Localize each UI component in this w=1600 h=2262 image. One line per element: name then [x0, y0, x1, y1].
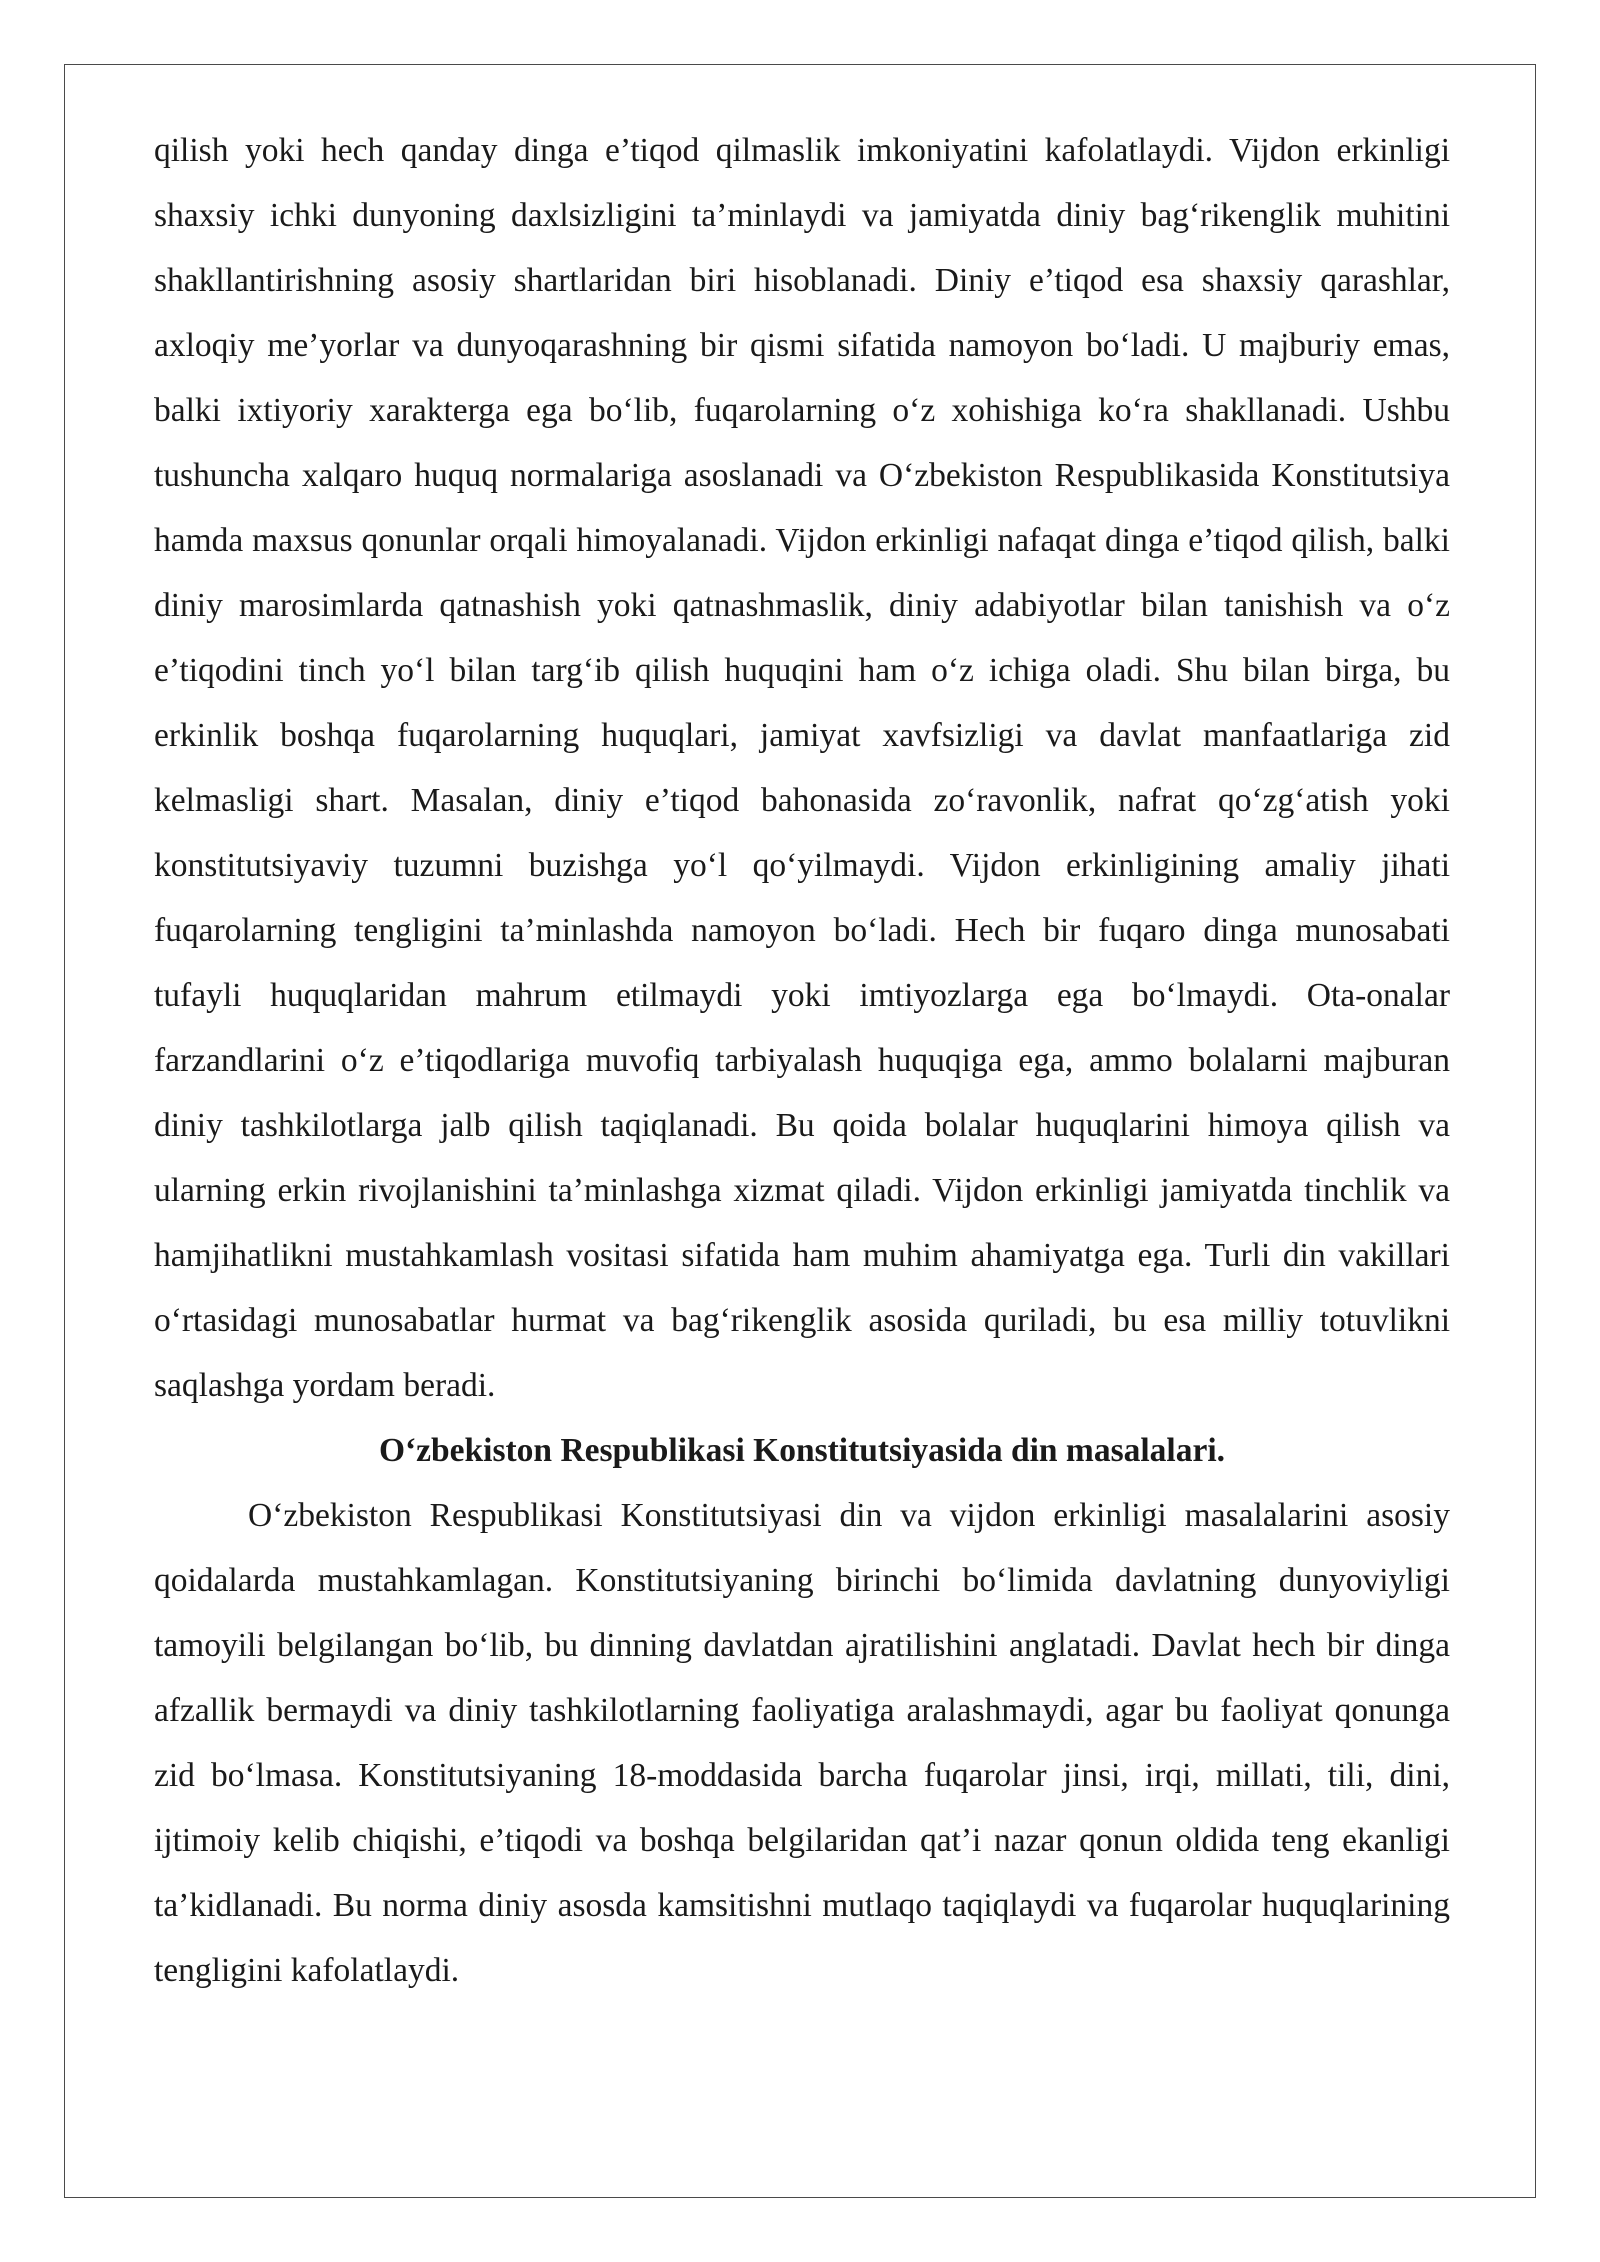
- body-paragraph: O‘zbekiston Respublikasi Konstitutsiyasi din va vijdon erkinligi masalalarini asosiy qoidalarda mustahkamlagan. Konstitutsiyaning birinchi bo‘limida davlatning dunyoviyligi tamoyili belgilangan bo‘lib, bu dinning davlatdan ajratilishini anglatadi. Davlat hech bir dinga afzallik bermaydi va diniy tashkilotlarning faoliyatiga aralashmaydi, agar bu faoliyat qonunga zid bo‘lmasa. Konstitutsiyaning 18-moddasida barcha fuqarolar jinsi, irqi, millati, tili, dini, ijtimoiy kelib chiqishi, e’tiqodi va boshqa belgilaridan qat’i nazar qonun oldida teng ekanligi ta’kidlanadi. Bu norma diniy asosda kamsitishni mutlaqo taqiqlaydi va fuqarolar huquqlarining tengligini kafolatlaydi.: [154, 1497, 1450, 1989]
- document-body: [154, 132, 1450, 2003]
- body-paragraph: qilish yoki hech qanday dinga e’tiqod qilmaslik imkoniyatini kafolatlaydi. Vijdon erkinligi shaxsiy ichki dunyoning daxlsizligini ta’minlaydi va jamiyatda diniy bag‘rikenglik muhitini shakllantirishning asosiy shartlaridan biri hisoblanadi. Diniy e’tiqod esa shaxsiy qarashlar, axloqiy me’yorlar va dunyoqarashning bir qismi sifatida namoyon bo‘ladi. U majburiy emas, balki ixtiyoriy xarakterga ega bo‘lib, fuqarolarning o‘z xohishiga ko‘ra shakllanadi. Ushbu tushuncha xalqaro huquq normalariga asoslanadi va O‘zbekiston Respublikasida Konstitutsiya hamda maxsus qonunlar orqali himoyalanadi. Vijdon erkinligi nafaqat dinga e’tiqod qilish, balki diniy marosimlarda qatnashish yoki qatnashmaslik, diniy adabiyotlar bilan tanishish va o‘z e’tiqodini tinch yo‘l bilan targ‘ib qilish huquqini ham o‘z ichiga oladi. Shu bilan birga, bu erkinlik boshqa fuqarolarning huquqlari, jamiyat xavfsizligi va davlat manfaatlariga zid kelmasligi shart. Masalan, diniy e’tiqod bahonasida zo‘ravonlik, nafrat qo‘zg‘atish yoki konstitutsiyaviy tuzumni buzishga yo‘l qo‘yilmaydi. Vijdon erkinligining amaliy jihati fuqarolarning tengligini ta’minlashda namoyon bo‘ladi. Hech bir fuqaro dinga munosabati tufayli huquqlaridan mahrum etilmaydi yoki imtiyozlarga ega bo‘lmaydi. Ota-onalar farzandlarini o‘z e’tiqodlariga muvofiq tarbiyalash huquqiga ega, ammo bolalarni majburan diniy tashkilotlarga jalb qilish taqiqlanadi. Bu qoida bolalar huquqlarini himoya qilish va ularning erkin rivojlanishini ta’minlashga xizmat qiladi. Vijdon erkinligi jamiyatda tinchlik va hamjihatlikni mustahkamlash vositasi sifatida ham muhim ahamiyatga ega. Turli din vakillari o‘rtasidagi munosabatlar hurmat va bag‘rikenglik asosida quriladi, bu esa milliy totuvlikni saqlashga yordam beradi.: [154, 132, 1450, 1404]
- section-heading: O‘zbekiston Respublikasi Konstitutsiyasida din masalalari.: [378, 1432, 1226, 1469]
